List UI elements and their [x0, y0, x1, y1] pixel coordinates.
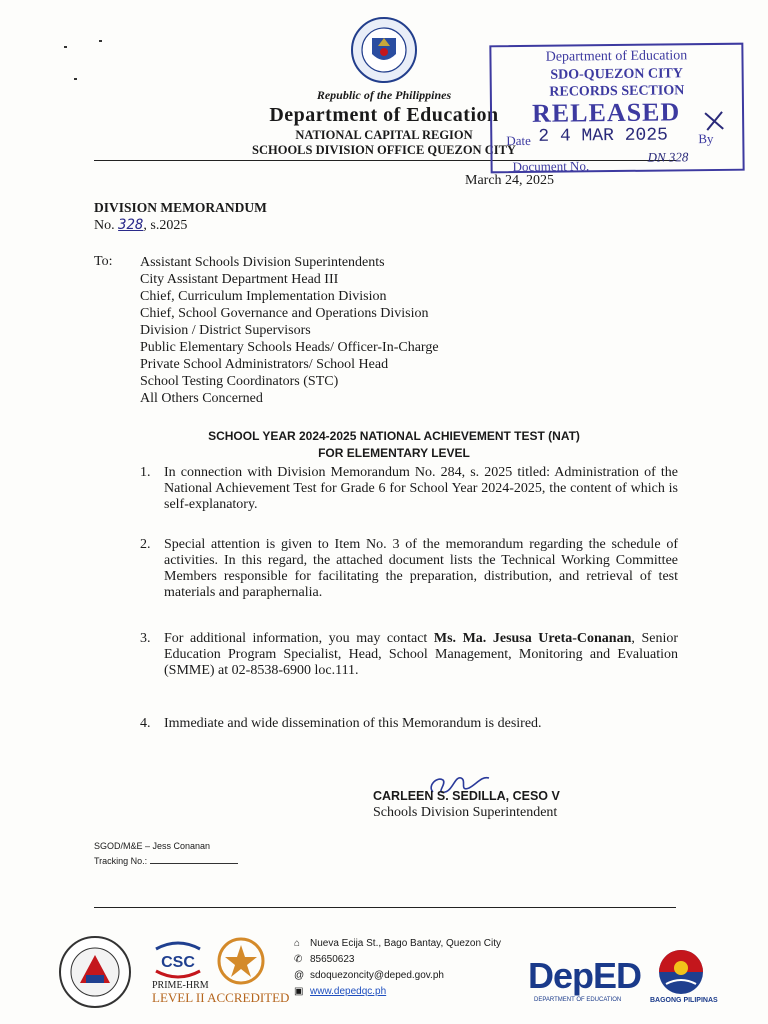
memo-date: March 24, 2025 — [465, 173, 555, 188]
tracking-number — [94, 855, 238, 866]
accreditation-badge-icon — [212, 935, 270, 987]
scan-speck — [99, 40, 102, 42]
memo-item — [140, 716, 678, 732]
item-text: Special attention is given to Item No. 3 of the memorandum regarding the schedule of activities. In this regard, the attached document lists the Technical Working Committee Members responsible for facilitating the preparation, distribution, and retrieval of test materials and paraphernalia. — [164, 537, 678, 600]
signatory-name: CARLEEN S. SEDILLA, CESO V — [373, 789, 560, 803]
stamp-department: Department of Education — [545, 48, 688, 65]
stamp-doc-number: DN 328 — [647, 149, 689, 165]
address-text: Nueva Ecija St., Bago Bantay, Quezon City — [310, 938, 502, 949]
stamp-doc-label: Document No. — [512, 158, 590, 175]
memo-number-suffix: , s.2025 — [143, 218, 188, 233]
home-icon: ⌂ — [294, 938, 301, 949]
phone-icon: ✆ — [294, 954, 303, 965]
contact-email — [294, 970, 444, 981]
contact-address — [294, 938, 501, 949]
csc-logo-icon — [152, 937, 204, 983]
recipient: School Testing Coordinators (STC) — [140, 374, 339, 389]
records-stamp — [489, 43, 744, 174]
to-label: To: — [94, 254, 113, 269]
recipient: Division / District Supervisors — [140, 323, 311, 338]
contact-person: Ms. Ma. Jesusa Ureta-Conanan — [433, 631, 632, 646]
memo-item — [140, 537, 678, 601]
memo-number — [94, 217, 187, 234]
office-line: SCHOOLS DIVISION OFFICE QUEZON CITY — [252, 143, 516, 157]
scan-speck — [74, 78, 77, 80]
republic-line: Republic of the Philippines — [316, 88, 452, 102]
subject-line-2: FOR ELEMENTARY LEVEL — [318, 446, 470, 460]
stamp-status: RELEASED — [531, 97, 681, 128]
tracking-label: Tracking No.: — [94, 856, 148, 866]
recipient: Assistant Schools Division Superintendents — [140, 255, 385, 270]
item-number: 3. — [140, 631, 151, 646]
bagong-pilipinas-text: BAGONG PILIPINAS — [650, 997, 718, 1004]
item-text: Immediate and wide dissemination of this Memorandum is desired. — [164, 716, 542, 731]
scan-speck — [64, 46, 67, 48]
deped-logo-subtitle: DEPARTMENT OF EDUCATION — [534, 997, 622, 1003]
item-text-pre: For additional information, you may contact — [164, 631, 434, 646]
stamp-by-label: By — [698, 130, 714, 147]
contact-phone — [294, 954, 355, 965]
stamp-date: 2 4 MAR 2025 — [538, 125, 669, 147]
memo-title: DIVISION MEMORANDUM — [94, 200, 267, 215]
email-text: sdoquezoncity@deped.gov.ph — [310, 970, 444, 981]
tracking-blank — [150, 855, 238, 864]
deped-logo: DepED — [528, 955, 642, 996]
subject-heading — [0, 428, 768, 462]
stamp-sdo: SDO-QUEZON CITY — [550, 66, 684, 83]
deped-seal-icon — [350, 16, 418, 84]
stamp-date-label: Date — [506, 132, 531, 149]
item-text: In connection with Division Memorandum No. 284, s. 2025 titled: Administration of the National Achievement Test for Grade 6 for School Year 2024-2025, the content of which is self-explanatory. — [164, 465, 678, 512]
sdo-quezon-city-seal-icon — [58, 935, 132, 1009]
item-number: 1. — [140, 465, 151, 480]
recipient: Chief, Curriculum Implementation Division — [140, 289, 387, 304]
memo-number-prefix: No. — [94, 218, 119, 233]
memo-item — [140, 465, 678, 513]
item-text — [164, 631, 678, 679]
stamp-records: RECORDS SECTION — [549, 83, 685, 100]
footer-divider — [94, 907, 676, 908]
item-number: 4. — [140, 716, 151, 731]
recipient: Private School Administrators/ School Head — [140, 357, 389, 372]
recipient: Chief, School Governance and Operations Division — [140, 306, 429, 321]
memo-item — [140, 631, 678, 679]
item-text-post: , Senior Education Program Specialist, Head, School Management, Monitoring and Evaluation (SMME) at 02-8538-6900 loc.111. — [164, 631, 678, 678]
email-icon: @ — [294, 970, 305, 981]
department-name: Department of Education — [269, 104, 499, 126]
item-number: 2. — [140, 537, 151, 552]
website-link[interactable]: www.depedqc.ph — [310, 986, 387, 997]
recipient: All Others Concerned — [140, 391, 263, 406]
check-mark-icon — [702, 109, 726, 133]
memo-number-handwritten: 328 — [118, 217, 144, 233]
subject-line-1: SCHOOL YEAR 2024-2025 NATIONAL ACHIEVEMENT TEST (NAT) — [208, 429, 580, 443]
web-icon: ▣ — [294, 986, 304, 997]
accreditation-level: LEVEL II ACCREDITED — [152, 990, 290, 1005]
prime-hrm-label: PRIME-HRM — [152, 980, 209, 991]
bagong-pilipinas-logo-icon — [650, 944, 712, 996]
recipient-list — [140, 254, 439, 407]
phone-text: 85650623 — [310, 954, 355, 965]
csc-text: CSC — [161, 954, 195, 971]
prepared-by: SGOD/M&E – Jess Conanan — [94, 841, 211, 851]
recipient: City Assistant Department Head III — [140, 272, 339, 287]
region-line: NATIONAL CAPITAL REGION — [295, 128, 473, 142]
contact-website — [294, 986, 386, 997]
recipient: Public Elementary Schools Heads/ Officer-In-Charge — [140, 340, 439, 355]
signatory-title: Schools Division Superintendent — [373, 805, 558, 820]
